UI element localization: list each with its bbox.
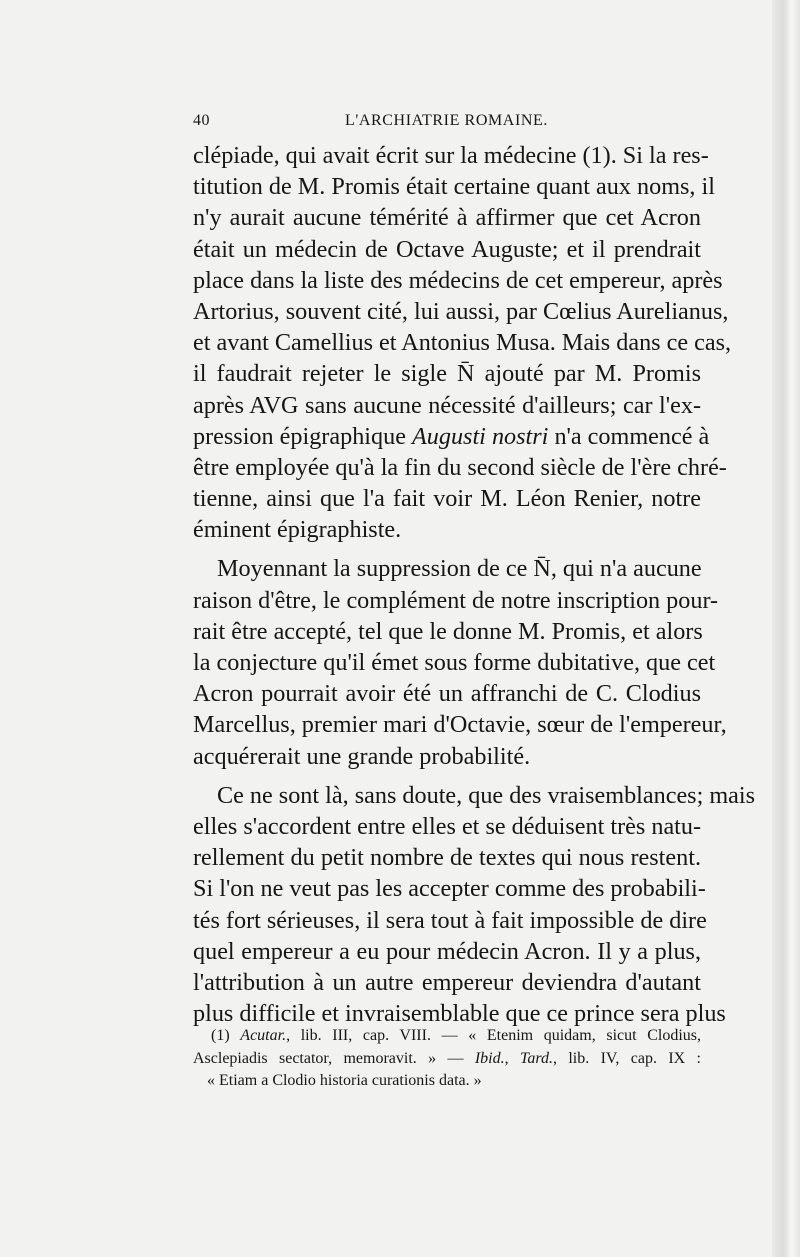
- footnote-line: « Etiam a Clodio historia curationis data. »: [207, 1072, 482, 1089]
- text-line: raison d'être, le complément de notre inscription pour-: [193, 586, 719, 614]
- text-line: tés fort sérieuses, il sera tout à fait impossible de dire: [193, 906, 707, 934]
- text-line: Ce ne sont là, sans doute, que des vraisemblances; mais: [217, 781, 756, 809]
- text-line: place dans la liste des médecins de cet empereur, après: [193, 266, 723, 294]
- footnote-line: (1) Acutar., lib. III, cap. VIII. — « Etenim quidam, sicut Clodius,: [211, 1027, 701, 1044]
- text-line: éminent épigraphiste.: [193, 516, 402, 544]
- footnotes: [193, 1025, 701, 1093]
- running-title: L'ARCHIATRIE ROMAINE.: [344, 112, 549, 129]
- text-line: Moyennant la suppression de ce N̄, qui n'a aucune: [217, 555, 702, 583]
- text-line: après AVG sans aucune nécessité d'ailleurs; car l'ex-: [193, 391, 701, 419]
- text-line: la conjecture qu'il émet sous forme dubitative, que cet: [193, 649, 716, 676]
- text-line: acquérerait une grande probabilité.: [193, 742, 531, 770]
- text-line: quel empereur a eu pour médecin Acron. Il y a plus,: [193, 937, 701, 965]
- footnote-line: Asclepiadis sectator, memoravit. » — Ibid., Tard., lib. IV, cap. IX :: [193, 1049, 701, 1067]
- text-line: rellement du petit nombre de textes qui nous restent.: [193, 844, 701, 872]
- text-line: être employée qu'à la fin du second siècle de l'ère chré-: [193, 453, 727, 481]
- page-edge-shadow: [772, 0, 800, 1257]
- text-line: rait être accepté, tel que le donne M. Promis, et alors: [193, 617, 703, 645]
- text-line: clépiade, qui avait écrit sur la médecine (1). Si la res-: [193, 142, 709, 169]
- text-line: n'y aurait aucune témérité à affirmer que cet Acron: [193, 204, 701, 232]
- text-line: elles s'accordent entre elles et se déduisent très natu-: [193, 812, 702, 840]
- paragraph-gap: [193, 772, 701, 780]
- text-line: Si l'on ne veut pas les accepter comme des probabili-: [193, 875, 706, 903]
- text-line: titution de M. Promis était certaine quant aux noms, il: [193, 173, 715, 201]
- text-line: était un médecin de Octave Auguste; et il prendrait: [193, 235, 701, 263]
- page-header: [193, 112, 700, 134]
- text-line: tienne, ainsi que l'a fait voir M. Léon Renier, notre: [193, 485, 701, 513]
- text-line: il faudrait rejeter le sigle N̄ ajouté par M. Promis: [193, 360, 701, 388]
- text-line: Marcellus, premier mari d'Octavie, sœur de l'empereur,: [193, 711, 727, 739]
- text-line: pression épigraphique Augusti nostri n'a commencé à: [193, 422, 710, 450]
- text-line: plus difficile et invraisemblable que ce prince sera plus: [193, 1000, 726, 1028]
- paragraph-gap: [193, 545, 701, 553]
- text-line: Acron pourrait avoir été un affranchi de C. Clodius: [193, 680, 701, 708]
- text-line: l'attribution à un autre empereur deviendra d'autant: [193, 968, 701, 996]
- text-line: et avant Camellius et Antonius Musa. Mais dans ce cas,: [193, 329, 732, 357]
- body-text: [193, 140, 756, 1029]
- text-line: Artorius, souvent cité, lui aussi, par Cœlius Aurelianus,: [193, 297, 729, 325]
- page-number: 40: [193, 112, 210, 129]
